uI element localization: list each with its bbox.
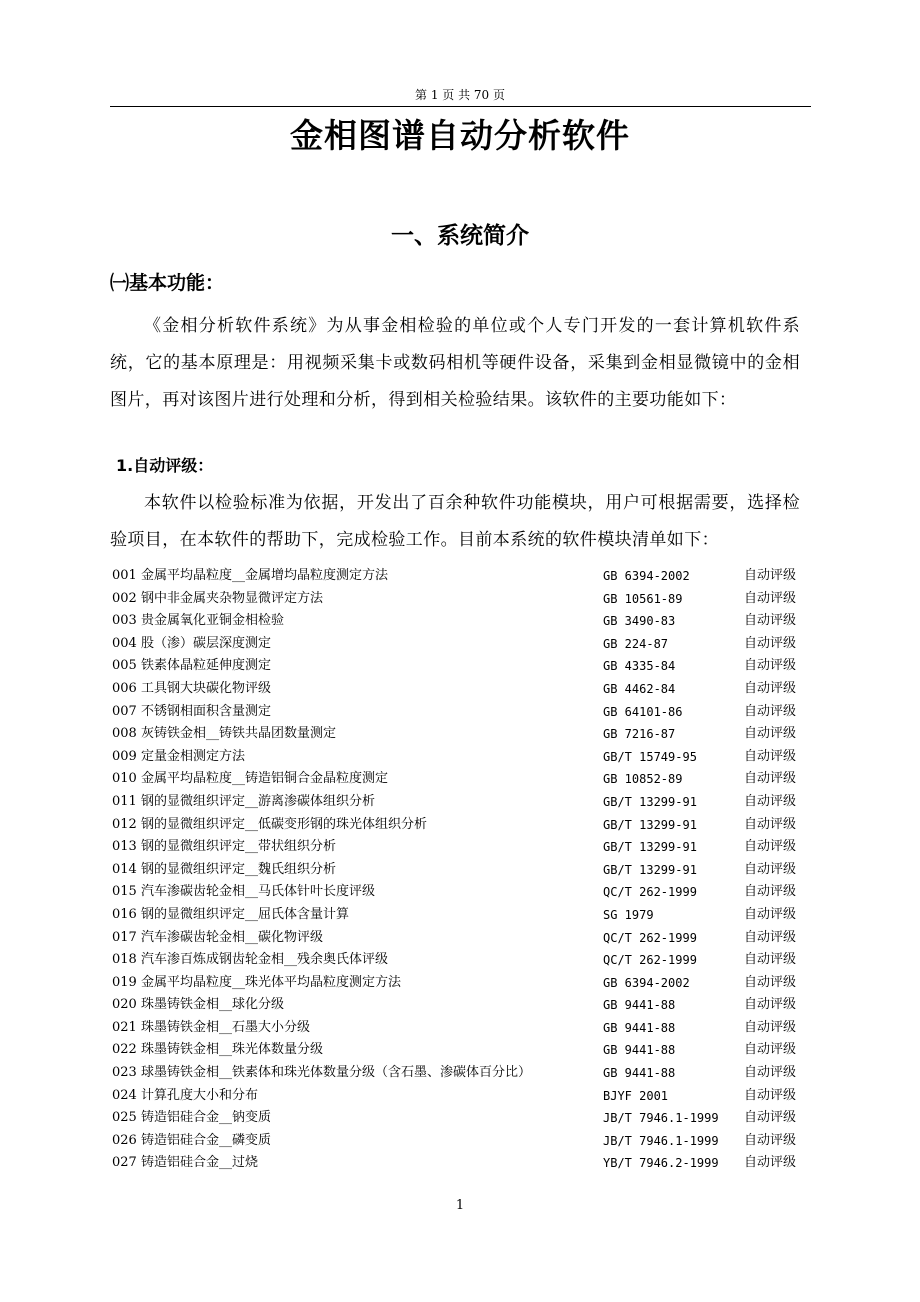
module-grading: 自动评级 (744, 613, 797, 629)
page-header: 第 1 页 共 70 页 (415, 88, 505, 102)
module-standard: QC/T 262-1999 (603, 953, 697, 968)
module-standard: JB/T 7946.1-1999 (603, 1111, 719, 1126)
module-standard: BJYF 2001 (603, 1088, 669, 1103)
module-standard: GB/T 13299-91 (603, 862, 697, 877)
module-name: 017 汽车渗碳齿轮金相__碳化物评级 (112, 929, 323, 945)
module-standard: QC/T 262-1999 (603, 930, 697, 945)
auto-grading-heading: 1.自动评级： (116, 456, 214, 475)
module-standard: GB 10561-89 (603, 591, 683, 606)
module-row (112, 588, 812, 611)
module-row (112, 610, 812, 633)
module-name: 006 工具钢大块碳化物评级 (112, 680, 271, 696)
module-name: 005 铁素体晶粒延伸度测定 (112, 658, 271, 674)
module-standard: GB 64101-86 (603, 704, 683, 719)
module-row (112, 746, 812, 769)
module-name: 003 贵金属氧化亚铜金相检验 (112, 613, 284, 629)
module-row (112, 949, 812, 972)
module-standard: GB 9441-88 (603, 1043, 676, 1058)
auto-grading-paragraph: 本软件以检验标准为依据，开发出了百余种软件功能模块，用户可根据需要，选择检验项目，在本软件的帮助下，完成检验工作。目前本系统的软件模块清单如下： (110, 493, 800, 550)
module-row (112, 1062, 812, 1085)
document-title: 金相图谱自动分析软件 (290, 116, 630, 155)
module-standard: GB 9441-88 (603, 998, 676, 1013)
module-standard: QC/T 262-1999 (603, 885, 697, 900)
module-grading: 自动评级 (744, 635, 797, 651)
module-name: 025 铸造铝硅合金__钠变质 (112, 1110, 271, 1126)
module-standard: GB/T 13299-91 (603, 840, 697, 855)
module-name: 020 珠墨铸铁金相__球化分级 (112, 997, 284, 1013)
module-standard: GB 224-87 (603, 636, 669, 651)
module-name: 018 汽车渗百炼成钢齿轮金相__残余奥氏体评级 (112, 952, 388, 968)
module-name: 004 股（渗）碳层深度测定 (112, 635, 271, 651)
module-name: 022 珠墨铸铁金相__珠光体数量分级 (112, 1042, 323, 1058)
module-name: 024 计算孔度大小和分布 (112, 1087, 258, 1103)
module-standard: GB 4462-84 (603, 681, 676, 696)
module-row (112, 655, 812, 678)
module-row (112, 859, 812, 882)
module-name: 021 珠墨铸铁金相__石墨大小分级 (112, 1019, 310, 1035)
module-name: 010 金属平均晶粒度__铸造铝铜合金晶粒度测定 (112, 771, 388, 787)
module-row (112, 904, 812, 927)
header-divider (110, 106, 811, 107)
module-standard: GB/T 15749-95 (603, 749, 697, 764)
module-row (112, 881, 812, 904)
module-row (112, 927, 812, 950)
module-grading: 自动评级 (744, 816, 797, 832)
module-grading: 自动评级 (744, 861, 797, 877)
module-grading: 自动评级 (744, 703, 797, 719)
module-name: 011 钢的显微组织评定__游离渗碳体组织分析 (112, 793, 375, 809)
module-grading: 自动评级 (744, 590, 797, 606)
module-standard: GB/T 13299-91 (603, 794, 697, 809)
module-name: 015 汽车渗碳齿轮金相__马氏体针叶长度评级 (112, 884, 375, 900)
module-grading: 自动评级 (744, 929, 797, 945)
module-row (112, 768, 812, 791)
module-grading: 自动评级 (744, 793, 797, 809)
module-standard: GB 3490-83 (603, 614, 676, 629)
module-row (112, 1130, 812, 1153)
module-row (112, 1039, 812, 1062)
module-name: 007 不锈钢相面积含量测定 (112, 703, 271, 719)
subsection-heading: ㈠基本功能： (110, 272, 225, 294)
module-standard: YB/T 7946.2-1999 (603, 1156, 719, 1171)
module-standard: GB 6394-2002 (603, 569, 690, 583)
module-row (112, 994, 812, 1017)
module-grading: 自动评级 (744, 726, 797, 742)
module-grading: 自动评级 (744, 1110, 797, 1126)
module-grading: 自动评级 (744, 1087, 797, 1103)
module-name: 012 钢的显微组织评定__低碳变形钢的珠光体组织分析 (112, 816, 427, 832)
module-row (112, 1152, 812, 1175)
module-row (112, 723, 812, 746)
module-row (112, 836, 812, 859)
module-name: 013 钢的显微组织评定__带状组织分析 (112, 839, 336, 855)
module-row (112, 972, 812, 995)
module-row (112, 701, 812, 724)
module-grading: 自动评级 (744, 1155, 797, 1171)
module-list (112, 565, 812, 1175)
module-row (112, 678, 812, 701)
module-row (112, 814, 812, 837)
module-grading: 自动评级 (744, 658, 797, 674)
module-standard: GB 9441-88 (603, 1066, 676, 1081)
module-row (112, 1017, 812, 1040)
module-grading: 自动评级 (744, 839, 797, 855)
module-grading: 自动评级 (744, 748, 797, 764)
module-standard: GB/T 13299-91 (603, 817, 697, 832)
module-grading: 自动评级 (744, 1065, 797, 1081)
page-number: 1 (455, 1198, 465, 1213)
module-row (112, 1085, 812, 1108)
module-standard: GB 9441-88 (603, 1020, 676, 1035)
section-title: 一、系统简介 (391, 223, 529, 249)
module-name: 008 灰铸铁金相__铸铁共晶团数量测定 (112, 726, 336, 742)
module-grading: 自动评级 (744, 1019, 797, 1035)
module-name: 027 铸造铝硅合金__过烧 (112, 1155, 258, 1171)
module-grading: 自动评级 (744, 1042, 797, 1058)
module-name: 001 金属平均晶粒度__金属增均晶粒度测定方法 (112, 568, 388, 583)
module-name: 026 铸造铝硅合金__磷变质 (112, 1132, 271, 1148)
module-standard: GB 7216-87 (603, 727, 676, 742)
module-standard: JB/T 7946.1-1999 (603, 1133, 719, 1148)
module-grading: 自动评级 (744, 771, 797, 787)
module-grading: 自动评级 (744, 974, 797, 990)
module-name: 002 钢中非金属夹杂物显微评定方法 (112, 590, 323, 606)
module-standard: GB 6394-2002 (603, 975, 690, 990)
module-grading: 自动评级 (744, 997, 797, 1013)
module-grading: 自动评级 (744, 906, 797, 922)
module-row (112, 633, 812, 656)
module-name: 009 定量金相测定方法 (112, 748, 245, 764)
module-standard: SG 1979 (603, 907, 654, 922)
module-row (112, 1107, 812, 1130)
module-grading: 自动评级 (744, 680, 797, 696)
module-grading: 自动评级 (744, 568, 797, 583)
module-row (112, 565, 812, 588)
intro-paragraph: 《金相分析软件系统》为从事金相检验的单位或个人专门开发的一套计算机软件系统，它的基本原理是：用视频采集卡或数码相机等硬件设备，采集到金相显微镜中的金相图片，再对该图片进行处理和分析，得到相关检验结果。该软件的主要功能如下： (110, 316, 800, 410)
module-row (112, 791, 812, 814)
module-standard: GB 4335-84 (603, 659, 676, 674)
module-name: 023 球墨铸铁金相__铁素体和珠光体数量分级（含石墨、渗碳体百分比） (112, 1065, 531, 1081)
module-grading: 自动评级 (744, 884, 797, 900)
module-name: 019 金属平均晶粒度__珠光体平均晶粒度测定方法 (112, 974, 401, 990)
module-name: 016 钢的显微组织评定__屈氏体含量计算 (112, 906, 349, 922)
module-grading: 自动评级 (744, 1132, 797, 1148)
module-name: 014 钢的显微组织评定__魏氏组织分析 (112, 861, 336, 877)
module-standard: GB 10852-89 (603, 772, 683, 787)
module-grading: 自动评级 (744, 952, 797, 968)
